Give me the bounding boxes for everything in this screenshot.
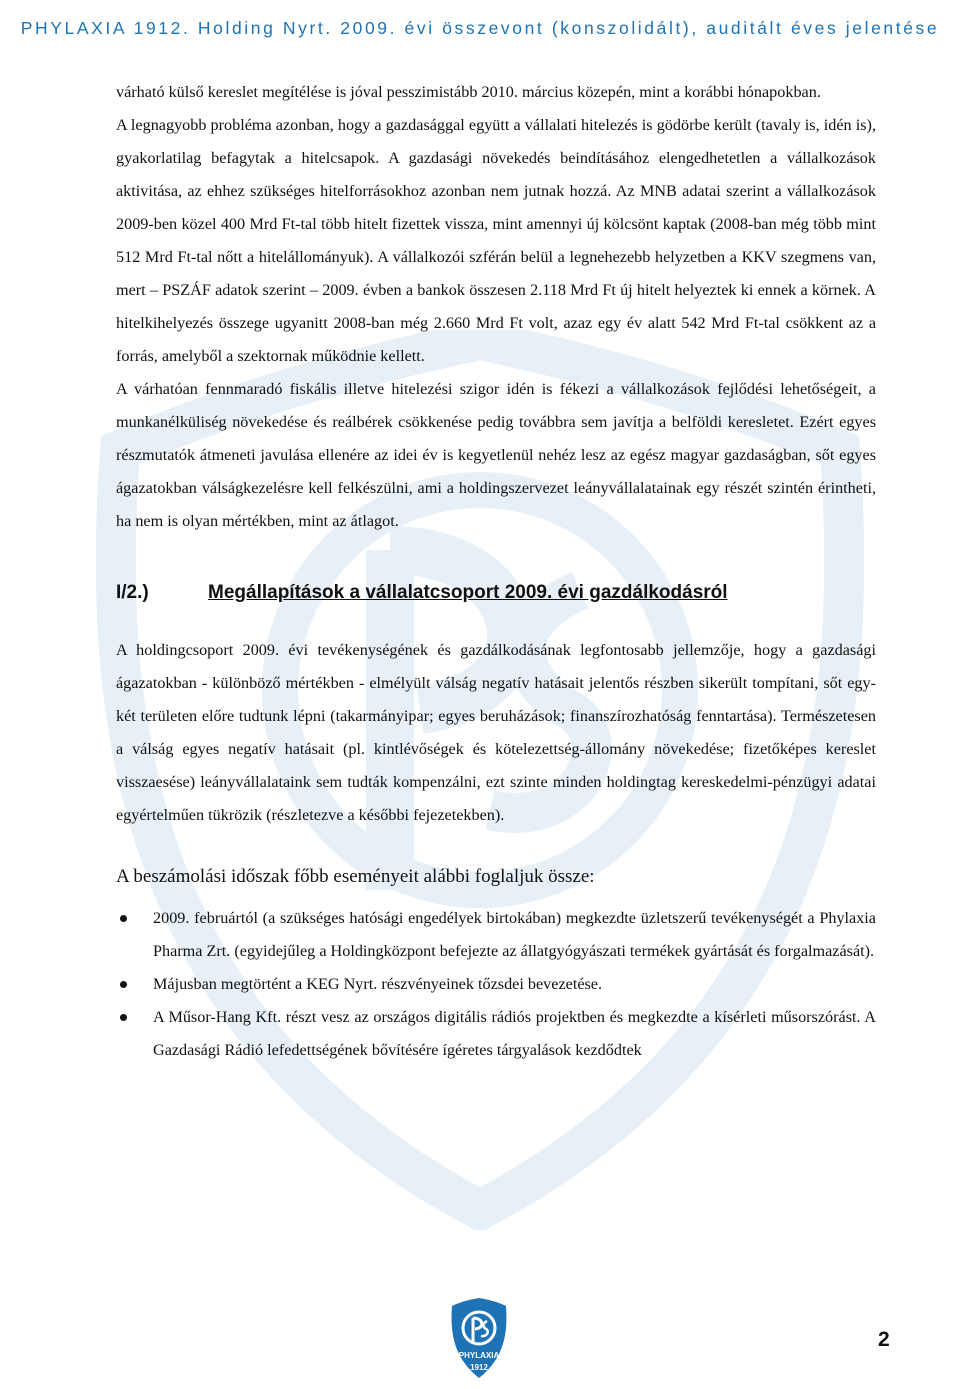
logo-year: 1912 bbox=[470, 1363, 488, 1372]
paragraph-group-summary: A holdingcsoport 2009. évi tevékenységének és gazdálkodásának legfontosabb jellemzője, hogy a gazdasági ágazatokban - különböző mértékben - elmélyült válság negatív hatásait jelentős részben sikerült tompítani, sőt egy-két területen előre tudtunk lépni (takarmányipar; egyes beruházások; finanszírozhatóság fenntartása). Természetesen a válság egyes negatív hatásait (pl. kintlévőségek és kötelezettség-állomány növekedése; fizetőképes kereslet visszaesése) leányvállalataink sem tudták kompenzálni, ezt szinte minden holdingtag kereskedelmi-pénzügyi adatai egyértelműen tükrözik (részletezve a későbbi fejezetekben). bbox=[116, 641, 876, 824]
document-body bbox=[116, 76, 876, 1067]
document-header bbox=[0, 18, 960, 39]
paragraph-fiscal-outlook: A várhatóan fennmaradó fiskális illetve hitelezési szigor idén is fékezi a vállalkozások fejlődési lehetőségeit, a munkanélküliség növekedése és reálbérek csökkenése pedig továbbra sem javítja a belföldi keresletet. Ezért egyes részmutatók átmeneti javulása ellenére az idei év is kegyetlenül nehéz lesz az egész magyar gazdaságban, sőt egyes ágazatokban válságkezelésre kell felkészülni, ami a holdingszervezet leányvállalatainak egy részét szintén érintheti, ha nem is olyan mértékben, mint az átlagot. bbox=[116, 380, 876, 530]
section-number: I/2.) bbox=[116, 582, 149, 603]
bullet-icon bbox=[120, 915, 127, 922]
events-intro: A beszámolási időszak főbb eseményeit alábbi foglaljuk össze: bbox=[116, 866, 595, 887]
page-number: 2 bbox=[878, 1328, 890, 1351]
list-item bbox=[116, 902, 876, 968]
section-title: Megállapítások a vállalatcsoport 2009. évi gazdálkodásról bbox=[208, 582, 728, 603]
list-item bbox=[116, 968, 876, 1001]
list-item-text: 2009. februártól (a szükséges hatósági engedélyek birtokában) megkezdte üzletszerű tevékenységét a Phylaxia Pharma Zrt. (egyidejűleg a Holdingközpont befejezte az állatgyógyászati termékek gyártását és forgalmazását). bbox=[153, 909, 876, 960]
bullet-icon bbox=[120, 981, 127, 988]
list-item bbox=[116, 1001, 876, 1067]
paragraph-corporate-lending: A legnagyobb probléma azonban, hogy a gazdasággal együtt a vállalati hitelezés is gödörbe került (tavaly is, idén is), gyakorlatilag befagytak a hitelcsapok. A gazdasági növekedés beindításához elengedhetetlen a vállalkozások aktivitása, az ehhez szükséges hitelforrásokhoz azonban nem jutnak hozzá. Az MNB adatai szerint a vállalkozások 2009-ben közel 400 Mrd Ft-tal több hitelt fizettek vissza, mint amennyi új kölcsönt kaptak (2008-ban még több mint 512 Mrd Ft-tal nőtt a hitelállományuk). A vállalkozói szférán belül a legnehezebb helyzetben a KKV szegmens van, mert – PSZÁF adatok szerint – 2009. évben a bankok összesen 2.118 Mrd Ft új hitelt helyeztek ki ennek a körnek. A hitelkihelyezés összege ugyanitt 2008-ban még 2.660 Mrd Ft volt, azaz egy év alatt 542 Mrd Ft-tal csökkent az a forrás, amelyből a szektornak működnie kellett. bbox=[116, 116, 876, 365]
logo-text: PHYLAXIA bbox=[458, 1351, 500, 1360]
events-list bbox=[116, 902, 876, 1067]
list-item-text: A Műsor-Hang Kft. részt vesz az országos digitális rádiós projektben és megkezdte a kísérleti műsorszórást. A Gazdasági Rádió lefedettségének bővítésére ígéretes tárgyalások kezdődtek bbox=[153, 1008, 876, 1059]
bullet-icon bbox=[120, 1014, 127, 1021]
section-heading bbox=[116, 580, 876, 606]
phylaxia-logo bbox=[448, 1296, 510, 1382]
header-title: PHYLAXIA 1912. Holding Nyrt. 2009. évi összevont (konszolidált), auditált éves jelentése bbox=[20, 18, 940, 38]
list-item-text: Májusban megtörtént a KEG Nyrt. részvényeinek tőzsdei bevezetése. bbox=[153, 975, 603, 993]
paragraph-external-demand: várható külső kereslet megítélése is jóval pesszimistább 2010. március közepén, mint a korábbi hónapokban. bbox=[116, 83, 821, 101]
